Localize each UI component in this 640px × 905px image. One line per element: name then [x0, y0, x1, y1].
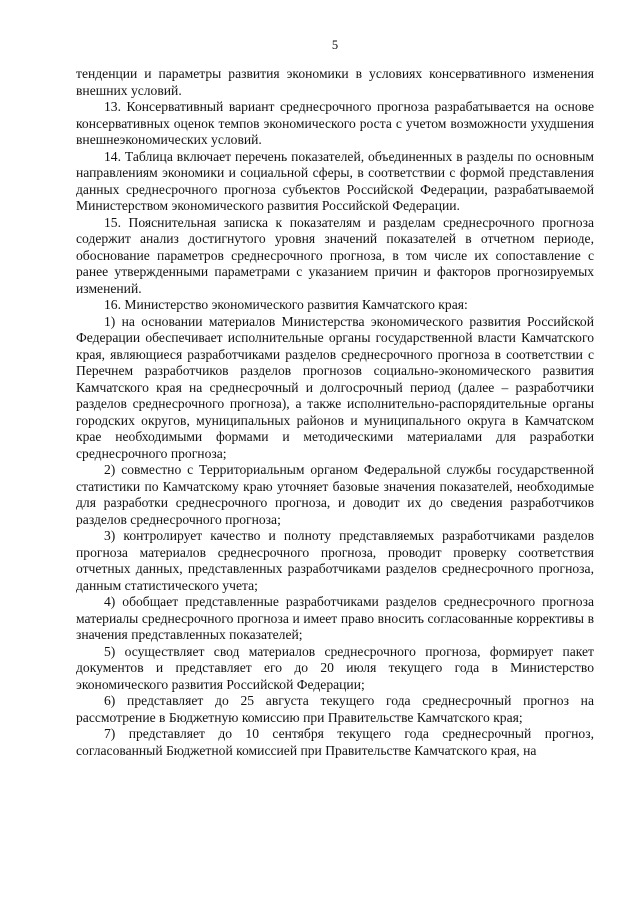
list-item-2: 2) совместно с Территориальным органом Федеральной службы государственной статистики по Камчатскому краю уточняет базовые значения показателей, необходимые для разработки среднесрочного прогноза, и доводит их до сведения разработчиков разделов среднесрочного прогноза;	[76, 462, 594, 527]
list-item-4: 4) обобщает представленные разработчиками разделов среднесрочного прогноза материалы среднесрочного прогноза и имеет право вносить согласованные коррективы в значения представленных показателей;	[76, 594, 594, 642]
document-page	[76, 38, 594, 759]
list-item-7: 7) представляет до 10 сентября текущего года среднесрочный прогноз, согласованный Бюджетной комиссией при Правительстве Камчатского края, на	[76, 726, 594, 758]
list-item-5: 5) осуществляет свод материалов среднесрочного прогноза, формирует пакет документов и представляет его до 20 июля текущего года в Министерство экономического развития Российской Федерации;	[76, 643, 594, 692]
paragraph-14: 14. Таблица включает перечень показателей, объединенных в разделы по основным направлениям экономики и социальной сферы, в соответствии с формой представления данных среднесрочного прогноза субъектов Российской Федерации, разрабатываемой Министерством экономического развития Российской Федерации.	[76, 148, 594, 213]
list-item-1: 1) на основании материалов Министерства экономического развития Российской Федерации обеспечивает исполнительные органы государственной власти Камчатского края, являющиеся разработчиками разделов среднесрочного прогноза в соответствии с Перечнем разработчиков разделов прогнозов социально-экономического развития Камчатского края на среднесрочный и долгосрочный период (далее – разработчики разделов среднесрочного прогноза), а также исполнительно-распорядительные органы городских округов, муниципальных районов и муниципального округа в Камчатском крае необходимыми формами и методическими материалами для разработки среднесрочного прогноза;	[76, 313, 594, 461]
list-item-6: 6) представляет до 25 августа текущего года среднесрочный прогноз на рассмотрение в Бюджетную комиссию при Правительстве Камчатского края;	[76, 693, 594, 725]
paragraph-13: 13. Консервативный вариант среднесрочного прогноза разрабатывается на основе консервативных оценок темпов экономического роста с учетом возможности ухудшения внешнеэкономических условий.	[76, 99, 594, 147]
paragraph-continuation: тенденции и параметры развития экономики в условиях консервативного изменения внешних условий.	[76, 66, 594, 98]
paragraph-16: 16. Министерство экономического развития Камчатского края:	[104, 297, 468, 312]
page-number: 5	[331, 38, 339, 52]
list-item-3: 3) контролирует качество и полноту представляемых разработчиками разделов прогноза материалов среднесрочного прогноза, проводит проверку соответствия отчетных данных, представленных разработчиками разделов среднесрочного прогноза, данным статистического учета;	[76, 528, 594, 593]
paragraph-15: 15. Пояснительная записка к показателям и разделам среднесрочного прогноза содержит анализ достигнутого уровня значений показателей в отчетном периоде, обоснование параметров среднесрочного прогноза, в том числе их сопоставление с ранее утвержденными параметрами с указанием причин и факторов прогнозируемых изменений.	[76, 214, 594, 296]
